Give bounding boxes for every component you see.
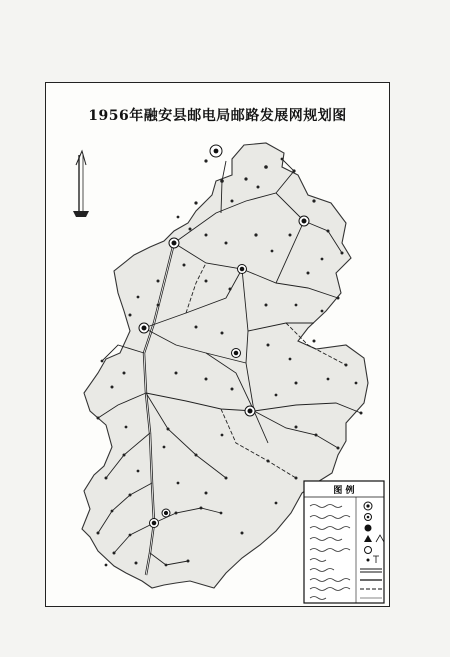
map-sheet [45, 82, 390, 607]
post-office-icon [238, 265, 247, 274]
station-marker [210, 145, 222, 157]
map-canvas [46, 83, 391, 608]
post-office-icon [162, 509, 170, 517]
post-office-icon [169, 238, 179, 248]
post-office-icon [299, 216, 309, 226]
north-arrow-icon [73, 151, 89, 217]
post-office-icon [150, 519, 159, 528]
legend-title: 图 例 [333, 486, 355, 496]
post-office-icon [232, 349, 241, 358]
legend [304, 481, 384, 603]
post-office-icon [139, 323, 149, 333]
post-office-icon [245, 406, 255, 416]
map-title: 1956年融安县邮电局邮路发展网规划图 [88, 108, 347, 124]
